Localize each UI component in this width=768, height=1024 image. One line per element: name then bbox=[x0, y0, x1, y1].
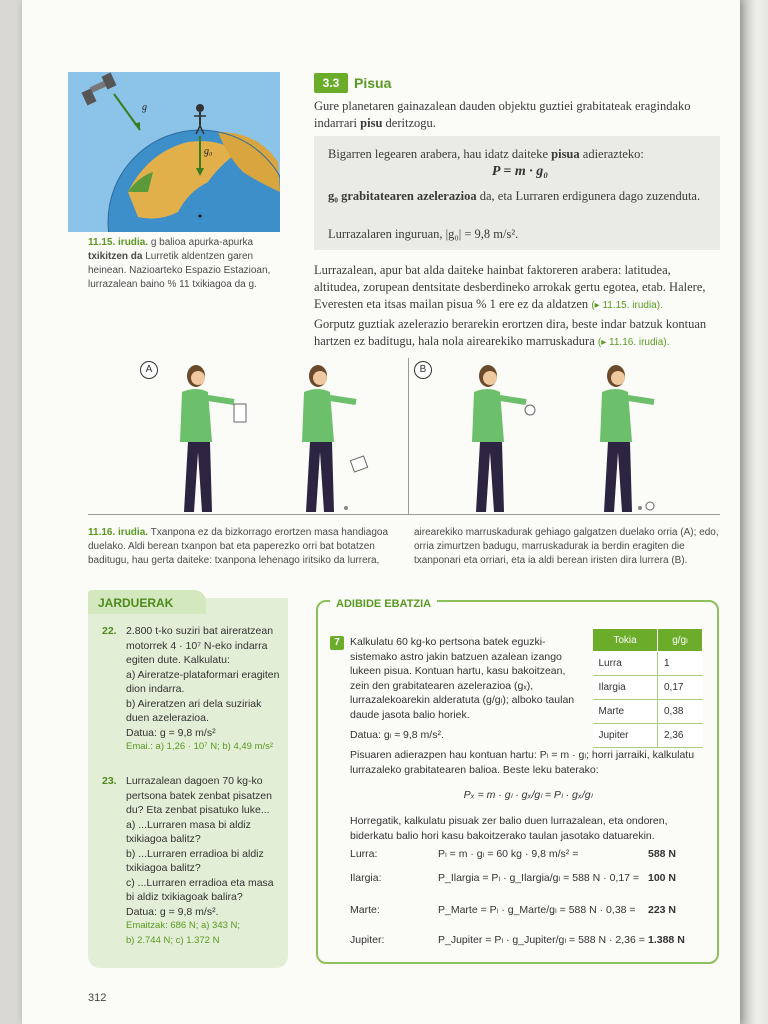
calc-mars: Marte: P_Marte = Pₗ · g_Marte/gₗ = 588 N · 0,38 = 223 N bbox=[350, 904, 677, 916]
figure-11-16-caption-left: 11.16. irudia. Txanpona ez da bizkorrago erortzen masa handiagoa duelako. Aldi berean txanpon bat eta paperezko orri bat botatzen baditugu, hau gerta daiteke: txanpona lehenago iritsiko da lurrera, bbox=[88, 527, 389, 566]
calc-jupiter: Jupiter: P_Jupiter = Pₗ · g_Jupiter/gₗ = 588 N · 2,36 = 1.388 N bbox=[350, 934, 685, 946]
example-number-badge: 7 bbox=[330, 636, 344, 650]
figure-label-a: A bbox=[140, 361, 158, 379]
figure-divider bbox=[408, 358, 409, 514]
worked-example-title: ADIBIDE EBATZIA bbox=[330, 598, 437, 610]
example-explanation-1: Pisuaren adierazpen hau kontuan hartu: Pₗ = m · gₗ; horri jarraiki, kalkulatu lurrazaleko grabitatearen balioa. Beste leku baterako: bbox=[350, 749, 695, 776]
page-number: 312 bbox=[88, 992, 107, 1004]
label-g0: g₀ bbox=[204, 146, 213, 157]
label-g: g bbox=[142, 102, 147, 113]
table-header-place: Tokia bbox=[593, 629, 658, 652]
woman-drop-crumpled-1 bbox=[460, 362, 540, 514]
example-data: Datua: gₗ ≈ 9,8 m/s². bbox=[350, 729, 444, 741]
table-header-ratio: g/gₗ bbox=[658, 629, 703, 652]
paragraph-variation: Lurrazalean, apur bat alda daiteke hainbat faktoreren arabera: latitudea, altitudea, zorupean dentsitate desberdineko arrokak gertu egotea, etab. Halere, Everesten eta itsas mailan pisua % 1 ere ez da aldatzen (▸ 11.15. irudia). bbox=[314, 263, 706, 311]
activity-23: 23. Lurrazalean dagoen 70 kg-ko pertsona batek zenbat pisatzen du? Eta zenbat pisatuko luke... a) ...Lurraren masa bi aldiz txikiagoa balitz? b) ...Lurraren erradioa bi aldiz txikiagoa balitz? c) ...Lurraren erradioa eta masa bi aldiz txikiagoak balira? Datua: g = 9,8 m/s². Emaitzak: 686 N; a) 343 N; b) 2.744 N; c) 1.372 N bbox=[102, 775, 274, 946]
definition-line-3: Lurrazalaren inguruan, |g₀| = 9,8 m/s². bbox=[328, 227, 519, 241]
woman-drop-paper-2 bbox=[290, 362, 370, 514]
gravity-ratio-table bbox=[592, 628, 703, 748]
figure-11-15-caption: 11.15. irudia. g balioa apurka-apurka txikitzen da Lurretik aldentzen garen heinean. Nazioarteko Espazio Estazioan, lurrazalean baino % 11 txikiagoa da g. bbox=[88, 237, 271, 290]
definition-line-2: g₀ grabitatearen azelerazioa da, eta Lurraren erdigunera dago zuzenduta. bbox=[328, 189, 701, 203]
section-title: Pisua bbox=[354, 75, 392, 91]
activity-22: 22. 2.800 t-ko suziri bat aireratzean motorrek 4 · 10⁷ N-eko indarra egiten dute. Kalkulatu: a) Aireratze-plataformari eragiten dion indarra. b) Aireratzen ari dela suziriak duen azelerazioa. Datua: g = 9,8 m/s² Emai.: a) 1,26 · 10⁷ N; b) 4,49 m/s² bbox=[102, 625, 280, 752]
table-row: Marte 0,38 bbox=[593, 700, 703, 724]
table-row: Ilargia 0,17 bbox=[593, 676, 703, 700]
figure-label-b: B bbox=[414, 361, 432, 379]
figure-11-16-caption-right: airearekiko marruskadurak gehiago galgatzen duelako orria (A); edo, orria zimurtzen badugu, marruskadurak ia berdin eragiten die txanponari eta orriari, eta ia aldi berean iristen dira lurrera (B). bbox=[414, 527, 719, 566]
section-intro: Gure planetaren gainazalean dauden objektu guztiei grabitateak eragindako indarrari pisu deritzogu. bbox=[314, 99, 691, 130]
table-row: Jupiter 2,36 bbox=[593, 724, 703, 748]
activities-tab: JARDUERAK bbox=[88, 590, 206, 614]
example-explanation-2: Horregatik, kalkulatu pisuak zer balio duen lurrazalean, eta ondoren, biderkatu balio hori kasu bakoitzerako taulan jasotako datuarekin. bbox=[350, 815, 668, 842]
definition-line-1: Bigarren legearen arabera, hau idatz daiteke pisua adierazteko: bbox=[328, 147, 644, 161]
calc-earth: Lurra: Pₗ = m · gₗ = 60 kg · 9,8 m/s² = 588 N bbox=[350, 848, 677, 860]
paragraph-free-fall: Gorputz guztiak azelerazio berarekin erortzen dira, beste indar batzuk kontuan hartzen ez baditugu, hala nola airearekiko marruskadura (▸ 11.16. irudia). bbox=[314, 317, 707, 348]
earth-illustration bbox=[68, 72, 280, 232]
ratio-formula: Pₓ = m · gₗ · gₓ/gₗ = Pₗ · gₓ/gₗ bbox=[463, 789, 593, 801]
ground-line bbox=[88, 514, 720, 515]
section-number-badge: 3.3 bbox=[314, 73, 348, 93]
calc-moon: Ilargia: P_Ilargia = Pₗ · g_Ilargia/gₗ = 588 N · 0,17 = 100 N bbox=[350, 872, 677, 884]
table-row: Lurra 1 bbox=[593, 652, 703, 676]
woman-drop-crumpled-2 bbox=[588, 362, 668, 514]
woman-drop-paper-1 bbox=[168, 362, 248, 514]
example-statement: Kalkulatu 60 kg-ko pertsona batek eguzki-sistemako astro jakin batzuen azalean izango lukeen pisua. Kontuan hartu, kasu bakoitzean, zein den grabitatearen azelerazioa (gₓ), lurrazalekoarekin alderatuta (g/gₗ); alboko taulan daude jasota balio horiek. bbox=[350, 636, 575, 721]
page-gutter bbox=[740, 0, 768, 1024]
weight-formula: P = m · g₀ bbox=[491, 164, 549, 179]
